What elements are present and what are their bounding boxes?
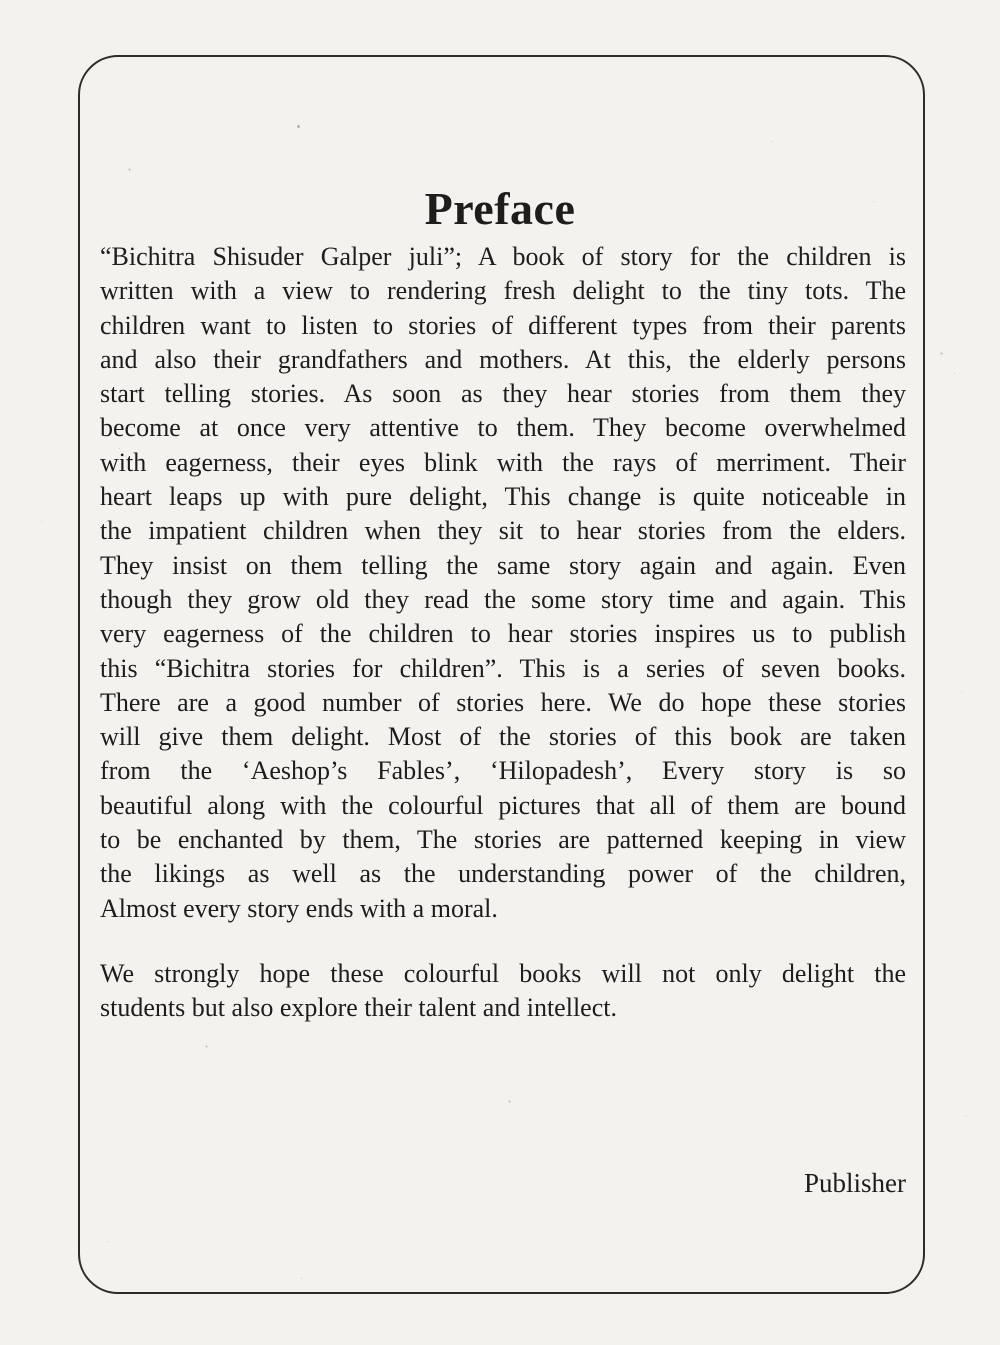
text-line: written with a view to rendering fresh delight to the tiny tots. The	[100, 276, 906, 306]
page-title: Preface	[424, 182, 576, 234]
text-line: Almost every story ends with a moral.	[100, 893, 498, 923]
text-line: start telling stories. As soon as they hear stories from them they	[100, 379, 906, 409]
text-line: heart leaps up with pure delight, This change is quite noticeable in	[100, 482, 906, 512]
text-line: “Bichitra Shisuder Galper juli”; A book of story for the children is	[100, 242, 906, 271]
text-line: to be enchanted by them, The stories are patterned keeping in view	[100, 825, 906, 855]
text-line: children want to listen to stories of different types from their parents	[100, 310, 906, 340]
text-line: beautiful along with the colourful pictures that all of them are bound	[100, 790, 906, 820]
paragraph-1	[100, 240, 906, 926]
preface-body	[100, 240, 906, 1026]
text-line: They insist on them telling the same story again and again. Even	[100, 550, 906, 580]
text-line: become at once very attentive to them. They become overwhelmed	[100, 413, 906, 443]
text-line: There are a good number of stories here. We do hope these stories	[100, 687, 906, 717]
text-line: from the ‘Aeshop’s Fables’, ‘Hilopadesh’, Every story is so	[100, 756, 906, 786]
paragraph-2	[100, 957, 906, 1026]
publisher-signature: Publisher	[803, 1168, 906, 1198]
text-line: the likings as well as the understanding power of the children,	[100, 859, 906, 889]
text-line: and also their grandfathers and mothers. At this, the elderly persons	[100, 344, 906, 374]
text-line: the impatient children when they sit to hear stories from the elders.	[100, 516, 906, 546]
text-line: though they grow old they read the some story time and again. This	[100, 584, 906, 614]
text-line: will give them delight. Most of the stories of this book are taken	[100, 722, 906, 752]
text-line: We strongly hope these colourful books will not only delight the	[100, 958, 906, 988]
text-line: very eagerness of the children to hear stories inspires us to publish	[100, 619, 906, 649]
text-line: students but also explore their talent and intellect.	[100, 993, 617, 1023]
text-line: with eagerness, their eyes blink with the rays of merriment. Their	[100, 447, 906, 477]
text-line: this “Bichitra stories for children”. This is a series of seven books.	[100, 653, 906, 683]
